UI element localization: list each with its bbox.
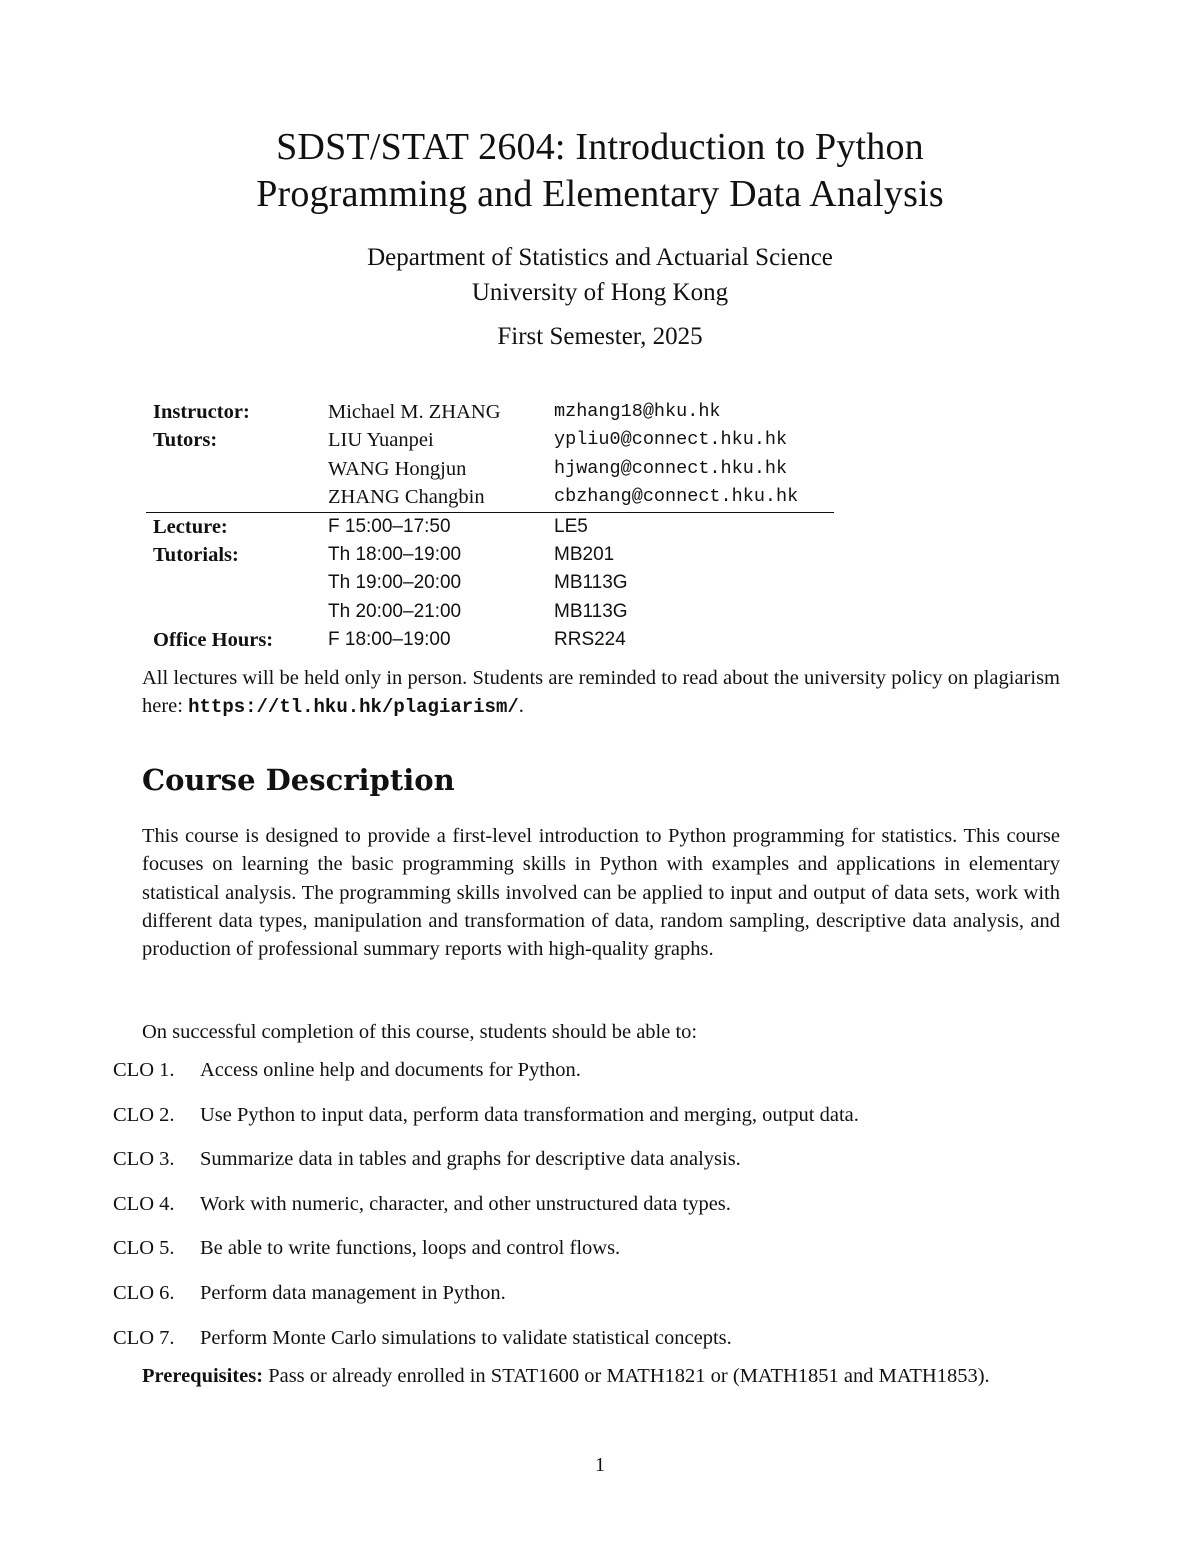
staff-name: Michael M. ZHANG bbox=[328, 401, 501, 423]
page-number: 1 bbox=[595, 1454, 605, 1476]
staff-row bbox=[146, 398, 834, 426]
schedule-time: Th 20:00–21:00 bbox=[328, 600, 462, 622]
clo-label: CLO 5. bbox=[113, 1237, 175, 1260]
clo-text: Summarize data in tables and graphs for descriptive data analysis. bbox=[200, 1148, 741, 1171]
attendance-notice bbox=[142, 664, 1060, 722]
clo-label: CLO 6. bbox=[113, 1281, 175, 1304]
staff-row bbox=[146, 483, 834, 511]
notice-text: All lectures will be held only in person. Students are reminded to read about the university policy on plagiarism here: bbox=[142, 667, 1060, 718]
staff-row bbox=[146, 455, 834, 483]
clo-label: CLO 4. bbox=[113, 1192, 175, 1215]
schedule-section bbox=[146, 513, 834, 655]
clo-text: Use Python to input data, perform data transformation and merging, output data. bbox=[200, 1103, 859, 1126]
clo-item bbox=[113, 1056, 1073, 1101]
schedule-venue: MB113G bbox=[554, 572, 628, 594]
clo-label: CLO 1. bbox=[113, 1059, 175, 1081]
document-title bbox=[0, 124, 1200, 218]
schedule-row bbox=[146, 541, 834, 569]
course-description-body: This course is designed to provide a first-level introduction to Python programming for statistics. This course focuses on learning the basic programming skills in Python with examples and applications in elementary statistical analysis. The programming skills involved can be applied to input and output of data sets, work with different data types, manipulation and transformation of data, random sampling, descriptive data analysis, and production of professional summary reports with high-quality graphs. bbox=[142, 825, 1060, 961]
row-label: Tutorials: bbox=[153, 543, 239, 566]
schedule-row bbox=[146, 569, 834, 597]
staff-row bbox=[146, 426, 834, 454]
schedule-row bbox=[146, 598, 834, 626]
staff-name: LIU Yuanpei bbox=[328, 429, 434, 452]
row-label: Lecture: bbox=[153, 515, 228, 538]
schedule-time: Th 18:00–19:00 bbox=[328, 543, 462, 565]
prerequisites-label: Prerequisites: bbox=[142, 1365, 264, 1387]
prerequisites-text: Pass or already enrolled in STAT1600 or MATH1821 or (MATH1851 and MATH1853). bbox=[263, 1365, 990, 1387]
row-label: Instructor: bbox=[153, 401, 250, 423]
clo-item bbox=[113, 1279, 1073, 1324]
schedule-venue: MB113G bbox=[554, 600, 628, 622]
schedule-row bbox=[146, 626, 834, 654]
staff-email: cbzhang@connect.hku.hk bbox=[554, 486, 799, 508]
clo-label: CLO 7. bbox=[113, 1326, 175, 1349]
schedule-time: F 18:00–19:00 bbox=[328, 629, 451, 651]
clo-label: CLO 3. bbox=[113, 1148, 175, 1171]
clo-text: Access online help and documents for Python. bbox=[200, 1059, 581, 1081]
row-label: Tutors: bbox=[153, 429, 218, 452]
schedule-row bbox=[146, 513, 834, 541]
staff-name: ZHANG Changbin bbox=[328, 486, 485, 509]
clo-label: CLO 2. bbox=[113, 1103, 175, 1126]
staff-name: WANG Hongjun bbox=[328, 457, 467, 480]
clo-text: Work with numeric, character, and other unstructured data types. bbox=[200, 1192, 731, 1215]
schedule-time: F 15:00–17:50 bbox=[328, 515, 451, 537]
clo-text: Perform Monte Carlo simulations to validate statistical concepts. bbox=[200, 1326, 732, 1349]
clo-item bbox=[113, 1234, 1073, 1279]
clo-item bbox=[113, 1190, 1073, 1235]
staff-email: mzhang18@hku.hk bbox=[554, 401, 721, 422]
row-label: Office Hours: bbox=[153, 629, 274, 652]
plagiarism-link[interactable]: https://tl.hku.hk/plagiarism/ bbox=[188, 696, 519, 719]
semester: First Semester, 2025 bbox=[497, 323, 703, 350]
clo-intro: On successful completion of this course, students should be able to: bbox=[142, 1021, 698, 1043]
title-line-1: SDST/STAT 2604: Introduction to Python bbox=[276, 126, 924, 168]
clo-item bbox=[113, 1145, 1073, 1190]
schedule-venue: LE5 bbox=[554, 515, 588, 537]
schedule-venue: MB201 bbox=[554, 543, 615, 565]
staff-section bbox=[146, 398, 834, 512]
clo-list bbox=[113, 1056, 1073, 1368]
staff-email: ypliu0@connect.hku.hk bbox=[554, 429, 788, 451]
section-heading-course-description: Course Description bbox=[142, 763, 455, 797]
prerequisites bbox=[142, 1362, 1060, 1390]
department-name: Department of Statistics and Actuarial Science bbox=[367, 244, 833, 271]
clo-text: Be able to write functions, loops and control flows. bbox=[200, 1237, 621, 1260]
notice-text-end: . bbox=[518, 695, 524, 718]
schedule-venue: RRS224 bbox=[554, 629, 626, 651]
title-line-2: Programming and Elementary Data Analysis bbox=[256, 173, 944, 215]
clo-text: Perform data management in Python. bbox=[200, 1281, 506, 1304]
university-name: University of Hong Kong bbox=[471, 279, 729, 306]
course-info-table bbox=[146, 398, 834, 655]
clo-item bbox=[113, 1101, 1073, 1146]
schedule-time: Th 19:00–20:00 bbox=[328, 572, 462, 594]
staff-email: hjwang@connect.hku.hk bbox=[554, 457, 788, 479]
